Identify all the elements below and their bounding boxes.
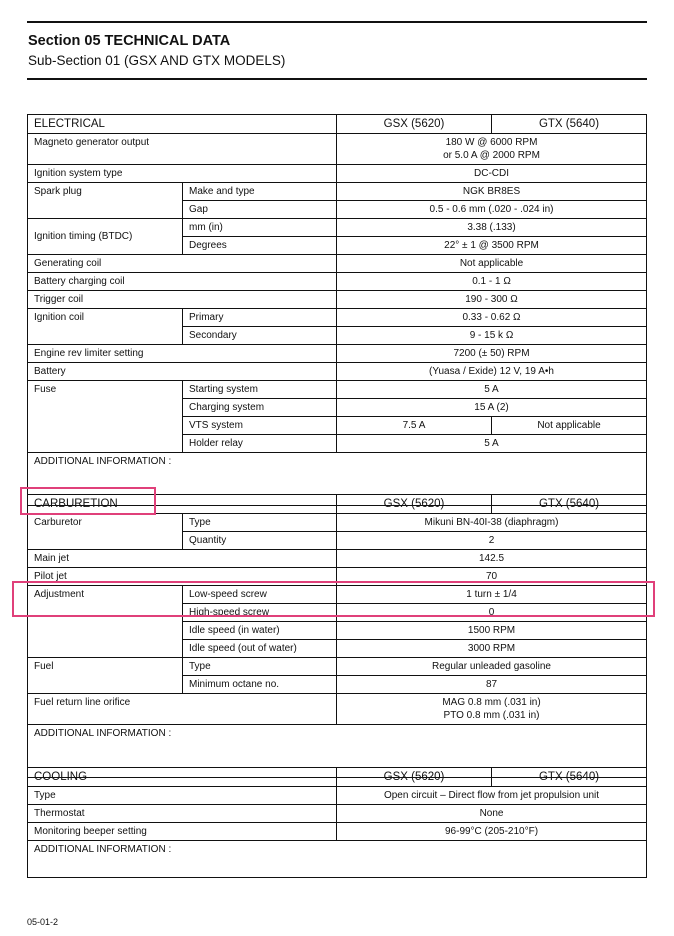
table-row xyxy=(28,273,647,291)
sub-label: Type xyxy=(183,658,337,676)
row-label: Battery xyxy=(28,363,337,381)
sub-label: Type xyxy=(183,514,337,532)
cooling-table xyxy=(27,767,647,878)
row-value-gsx: 7.5 A xyxy=(337,417,492,435)
sub-label: Quantity xyxy=(183,532,337,550)
table-row xyxy=(28,381,647,399)
table-row xyxy=(28,658,647,676)
sub-label: Idle speed (in water) xyxy=(183,622,337,640)
table-row xyxy=(28,823,647,841)
table-row xyxy=(28,255,647,273)
row-value: None xyxy=(337,805,647,823)
row-value xyxy=(337,134,647,165)
table-row xyxy=(28,115,647,134)
row-label: Pilot jet xyxy=(28,568,337,586)
row-value: 3000 RPM xyxy=(337,640,647,658)
row-label: Carburetor xyxy=(28,514,183,550)
row-value: 0.33 - 0.62 Ω xyxy=(337,309,647,327)
sub-label: Gap xyxy=(183,201,337,219)
row-value: Mikuni BN-40I-38 (diaphragm) xyxy=(337,514,647,532)
sub-label: mm (in) xyxy=(183,219,337,237)
row-value: Regular unleaded gasoline xyxy=(337,658,647,676)
table-row xyxy=(28,841,647,878)
adjustment-highlight-box xyxy=(12,581,655,617)
table-row xyxy=(28,363,647,381)
row-value xyxy=(337,694,647,725)
carburetion-heading: CARBURETION xyxy=(28,495,337,514)
row-label: Magneto generator output xyxy=(28,134,337,165)
additional-information: ADDITIONAL INFORMATION : xyxy=(28,841,647,878)
table-row xyxy=(28,345,647,363)
table-row xyxy=(28,550,647,568)
row-value: Not applicable xyxy=(337,255,647,273)
subsection-title: Sub-Section 01 (GSX AND GTX MODELS) xyxy=(28,53,286,68)
cooling-heading: COOLING xyxy=(28,768,337,787)
row-value-gtx: Not applicable xyxy=(492,417,647,435)
sub-label: High-speed screw xyxy=(183,604,337,622)
value-line: or 5.0 A @ 2000 RPM xyxy=(443,150,540,161)
table-row xyxy=(28,291,647,309)
electrical-table xyxy=(27,114,647,506)
sub-label: Starting system xyxy=(183,381,337,399)
table-row xyxy=(28,309,647,327)
row-label: Fuel xyxy=(28,658,183,694)
row-label: Fuse xyxy=(28,381,183,453)
table-row xyxy=(28,805,647,823)
value-line: 180 W @ 6000 RPM xyxy=(445,137,538,148)
sub-label: Charging system xyxy=(183,399,337,417)
row-value: 5 A xyxy=(337,381,647,399)
table-row xyxy=(28,183,647,201)
row-label: Trigger coil xyxy=(28,291,337,309)
top-rule xyxy=(27,21,647,23)
sub-label: VTS system xyxy=(183,417,337,435)
row-label: Main jet xyxy=(28,550,337,568)
row-label: Engine rev limiter setting xyxy=(28,345,337,363)
carburetion-highlight-box xyxy=(20,487,156,515)
table-row xyxy=(28,165,647,183)
row-label: Thermostat xyxy=(28,805,337,823)
row-label: Type xyxy=(28,787,337,805)
row-label: Adjustment xyxy=(28,586,183,658)
row-label: Ignition timing (BTDC) xyxy=(28,219,183,255)
row-value: 9 - 15 k Ω xyxy=(337,327,647,345)
row-value: 1 turn ± 1/4 xyxy=(337,586,647,604)
row-value: 22° ± 1 @ 3500 RPM xyxy=(337,237,647,255)
row-value: 142.5 xyxy=(337,550,647,568)
row-label: Battery charging coil xyxy=(28,273,337,291)
row-value: DC-CDI xyxy=(337,165,647,183)
carburetion-table xyxy=(27,494,647,778)
sub-label: Make and type xyxy=(183,183,337,201)
column-header-gtx: GTX (5640) xyxy=(492,115,647,134)
row-value: 3.38 (.133) xyxy=(337,219,647,237)
row-value: 70 xyxy=(337,568,647,586)
row-label: Spark plug xyxy=(28,183,183,219)
row-value: 15 A (2) xyxy=(337,399,647,417)
table-row xyxy=(28,514,647,532)
row-label: Monitoring beeper setting xyxy=(28,823,337,841)
row-value: 0.1 - 1 Ω xyxy=(337,273,647,291)
row-value: 1500 RPM xyxy=(337,622,647,640)
table-row xyxy=(28,768,647,787)
page-number: 05-01-2 xyxy=(27,917,59,927)
row-value: 7200 (± 50) RPM xyxy=(337,345,647,363)
sub-label: Degrees xyxy=(183,237,337,255)
table-row xyxy=(28,134,647,165)
column-header-gsx: GSX (5620) xyxy=(337,768,492,787)
row-value: NGK BR8ES xyxy=(337,183,647,201)
sub-label: Primary xyxy=(183,309,337,327)
column-header-gtx: GTX (5640) xyxy=(492,495,647,514)
additional-information: ADDITIONAL INFORMATION : xyxy=(28,453,647,506)
row-value: 2 xyxy=(337,532,647,550)
row-value: 96-99°C (205-210°F) xyxy=(337,823,647,841)
table-row xyxy=(28,787,647,805)
section-title: Section 05 TECHNICAL DATA xyxy=(28,33,231,49)
row-label: Generating coil xyxy=(28,255,337,273)
row-value: 87 xyxy=(337,676,647,694)
row-value: Open circuit – Direct flow from jet propulsion unit xyxy=(337,787,647,805)
electrical-heading: ELECTRICAL xyxy=(28,115,337,134)
sub-label: Idle speed (out of water) xyxy=(183,640,337,658)
row-value: 5 A xyxy=(337,435,647,453)
sub-label: Holder relay xyxy=(183,435,337,453)
column-header-gsx: GSX (5620) xyxy=(337,495,492,514)
sub-label: Minimum octane no. xyxy=(183,676,337,694)
column-header-gsx: GSX (5620) xyxy=(337,115,492,134)
additional-information: ADDITIONAL INFORMATION : xyxy=(28,725,647,778)
row-value: 0 xyxy=(337,604,647,622)
table-row xyxy=(28,694,647,725)
row-label: Ignition coil xyxy=(28,309,183,345)
row-value: 0.5 - 0.6 mm (.020 - .024 in) xyxy=(337,201,647,219)
column-header-gtx: GTX (5640) xyxy=(492,768,647,787)
value-line: MAG 0.8 mm (.031 in) xyxy=(442,697,541,708)
row-value: 190 - 300 Ω xyxy=(337,291,647,309)
sub-label: Low-speed screw xyxy=(183,586,337,604)
header-rule xyxy=(27,78,647,80)
table-row xyxy=(28,219,647,237)
row-label: Ignition system type xyxy=(28,165,337,183)
value-line: PTO 0.8 mm (.031 in) xyxy=(443,710,540,721)
sub-label: Secondary xyxy=(183,327,337,345)
row-value: (Yuasa / Exide) 12 V, 19 A•h xyxy=(337,363,647,381)
row-label: Fuel return line orifice xyxy=(28,694,337,725)
